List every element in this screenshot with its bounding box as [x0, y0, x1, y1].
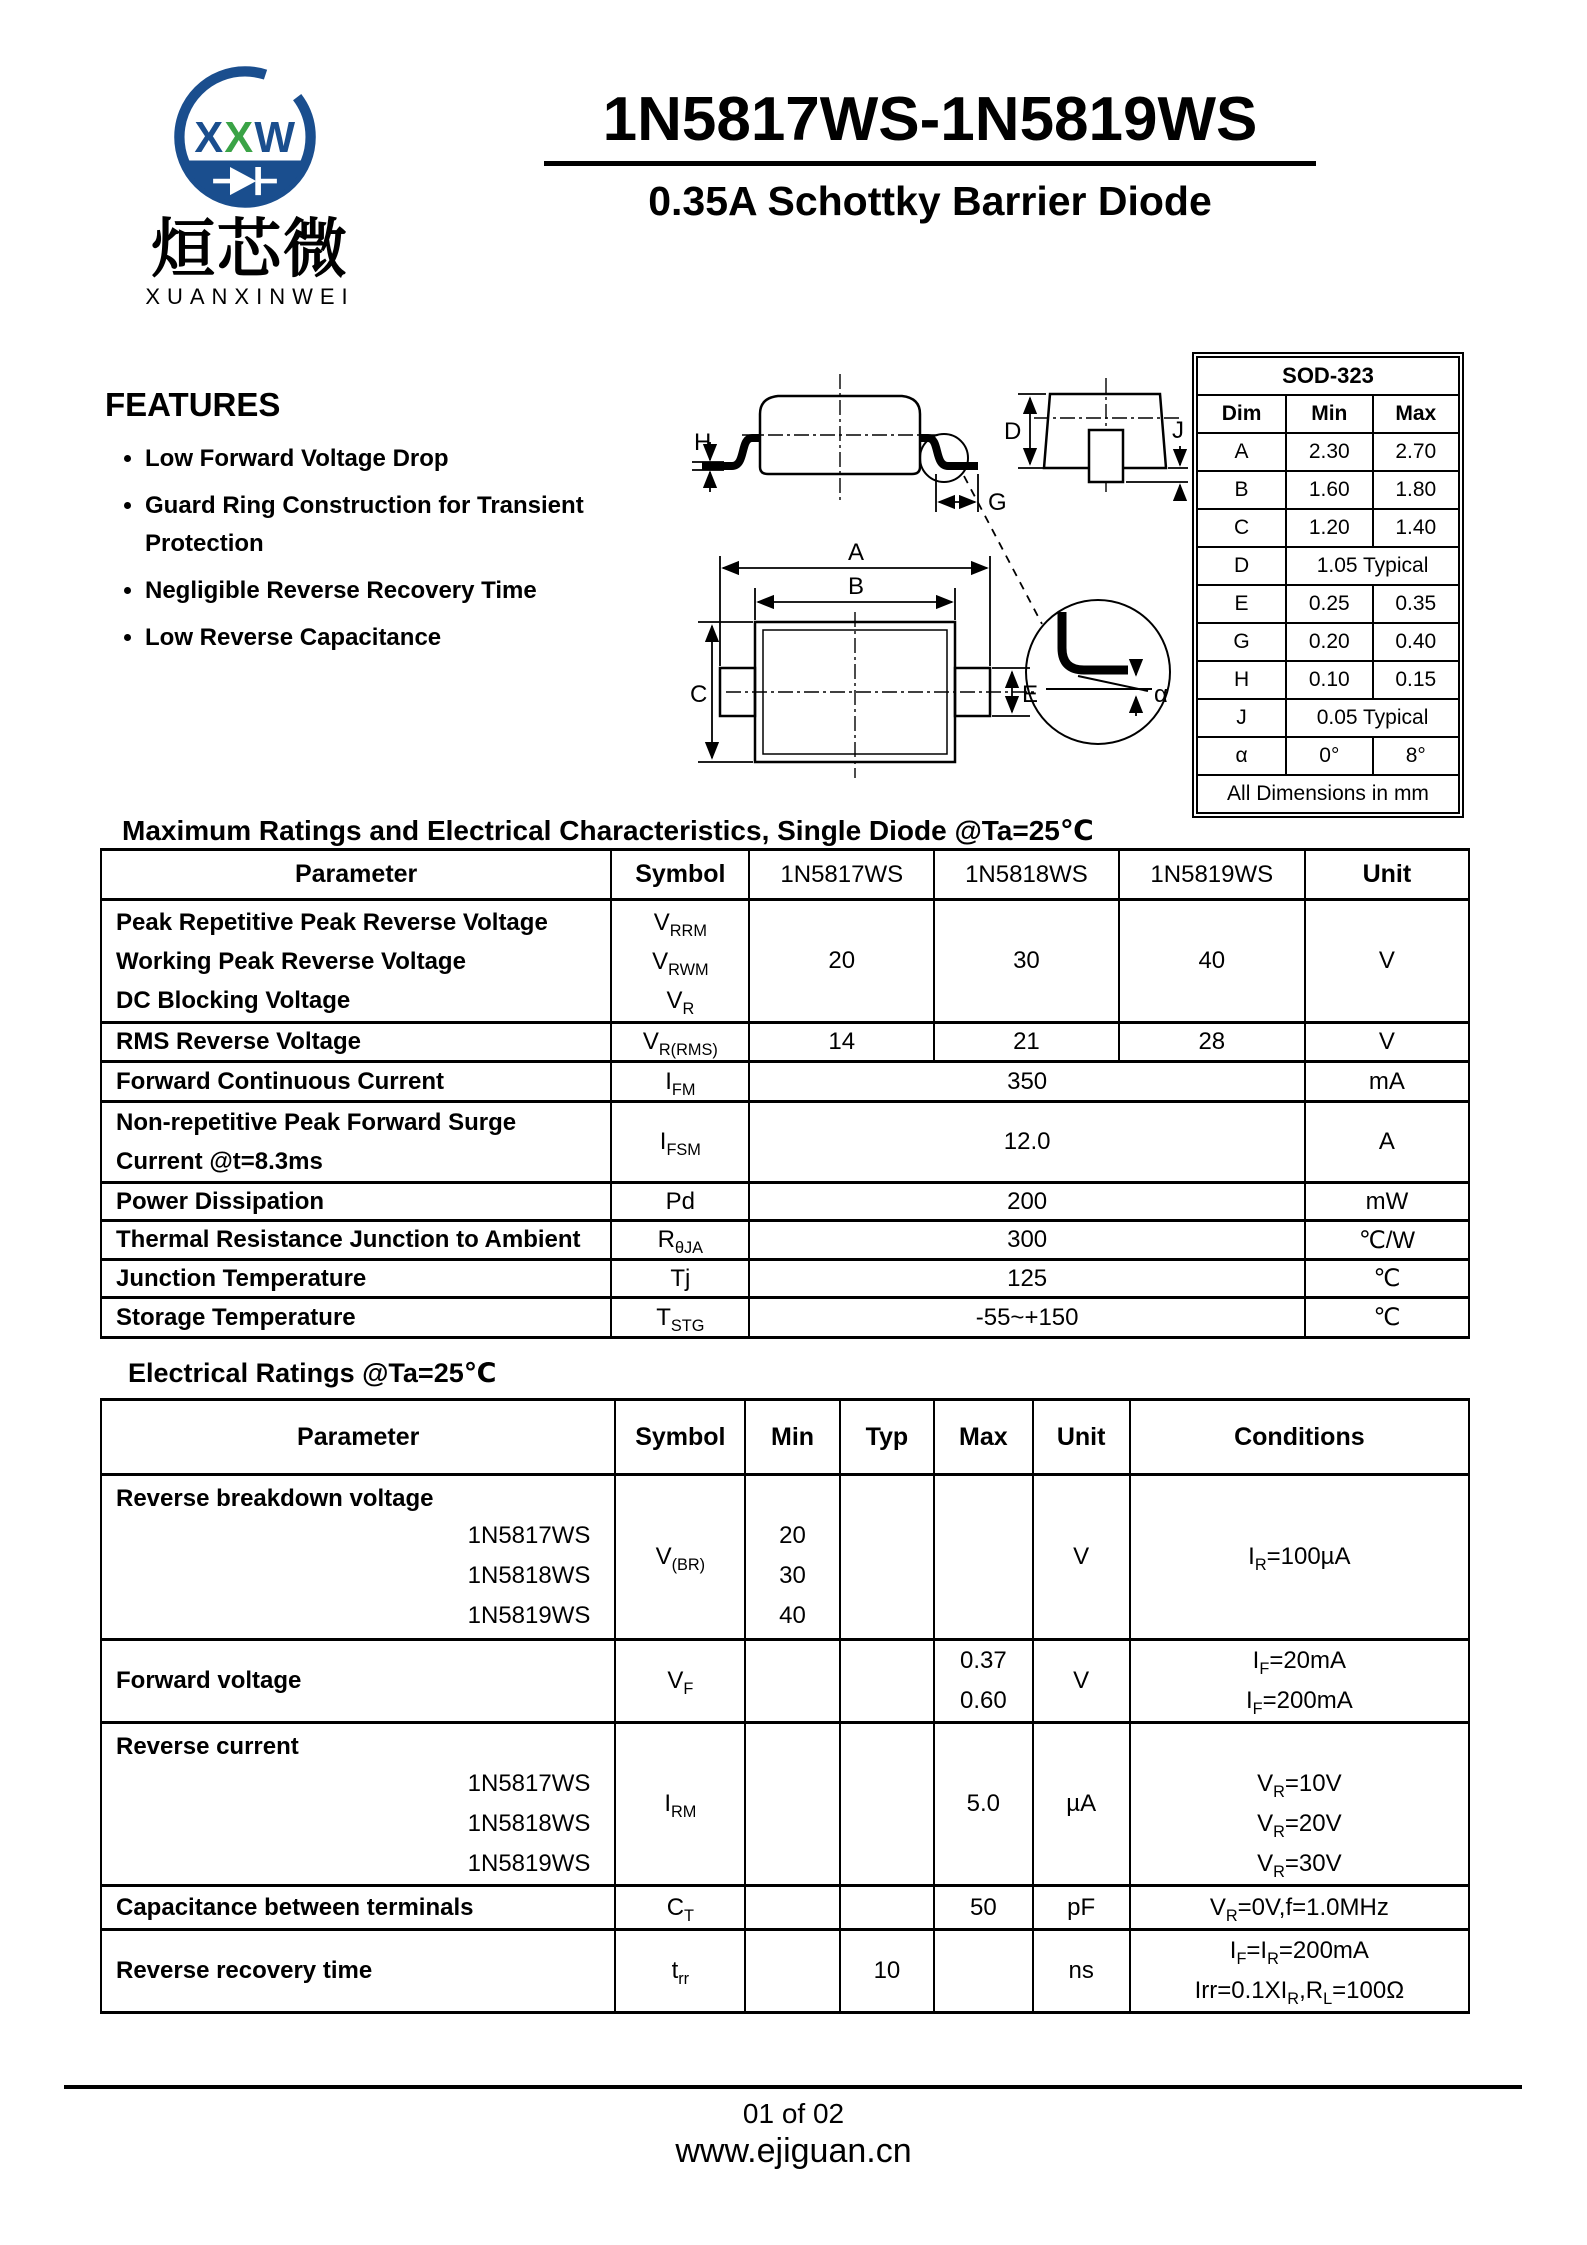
value-cell: 14 — [749, 1023, 934, 1062]
dim-cell: H — [1197, 661, 1286, 699]
unit-cell: ℃ — [1305, 1260, 1469, 1298]
symbol-line: $V_{RRM}$ — [653, 908, 707, 940]
condition-line: $I_F=I_R=200mA$ — [1229, 1937, 1369, 1968]
typical-cell: 0.05 Typical — [1286, 699, 1459, 737]
page-title: 1N5817WS-1N5819WS — [602, 85, 1258, 154]
features-section — [105, 386, 584, 666]
dim-table-title-row — [1197, 357, 1459, 395]
dim-label-H: H — [694, 429, 712, 456]
condition-line: $Irr=0.1XI_R,R_L=100\Omega$ — [1194, 1977, 1405, 2008]
max-cell: 1.40 — [1373, 509, 1459, 547]
typ-cell — [840, 1723, 934, 1886]
table-row — [101, 1886, 1469, 1930]
parameter-line: DC Blocking Voltage — [116, 986, 351, 1014]
unit-cell: ℃/W — [1305, 1221, 1469, 1260]
col-header-max: Max — [934, 1400, 1032, 1475]
symbol-cell: $V_{(BR)}$ — [615, 1475, 745, 1640]
symbol-cell: Tj — [611, 1260, 749, 1298]
value-cell: 125 — [749, 1260, 1304, 1298]
symbol-cell: $T_{STG}$ — [611, 1298, 749, 1338]
symbol-cell: $I_{FM}$ — [611, 1062, 749, 1102]
lead-detail-view — [964, 476, 1170, 744]
col-header-parameter: Parameter — [101, 1400, 615, 1475]
value-cell: 30 — [934, 900, 1119, 1023]
symbol-cell: $R_{\theta JA}$ — [611, 1221, 749, 1260]
dim-row — [1197, 585, 1459, 623]
spacer — [746, 1476, 838, 1516]
max-ratings-header-row — [101, 850, 1469, 900]
table-row — [101, 1475, 1469, 1640]
table-row — [101, 1723, 1469, 1886]
parameter-name: Reverse breakdown voltage — [116, 1485, 434, 1512]
end-view-lead-tab — [1089, 430, 1123, 482]
max-ratings-table — [100, 848, 1470, 1339]
parameter-cell — [101, 1102, 611, 1183]
dim-table-note-row — [1197, 775, 1459, 813]
parameter-name: Reverse current — [116, 1733, 299, 1760]
dim-cell: C — [1197, 509, 1286, 547]
lead-detail-callout-circle — [920, 434, 968, 482]
logo-letter-x1: X — [194, 114, 224, 162]
unit-cell: V — [1305, 900, 1469, 1023]
parameter-cell: Storage Temperature — [101, 1298, 611, 1338]
dim-label-B: B — [848, 573, 865, 600]
electrical-ratings-table — [100, 1398, 1470, 2014]
unit-cell: ns — [1033, 1930, 1130, 2013]
min-value: 20 — [779, 1522, 806, 1549]
dim-label-C: C — [690, 681, 708, 708]
package-outline-diagram — [690, 372, 1190, 792]
col-header-unit: Unit — [1033, 1400, 1130, 1475]
max-cell: 5.0 — [934, 1723, 1032, 1886]
dim-label-G: G — [988, 489, 1007, 516]
min-cell: 0° — [1286, 737, 1372, 775]
dim-table-header-row — [1197, 395, 1459, 433]
max-ratings-heading: Maximum Ratings and Electrical Characteristics, Single Diode @Ta=25℃ — [122, 815, 1094, 846]
unit-cell: mA — [1305, 1062, 1469, 1102]
conditions-cell — [1130, 1640, 1469, 1723]
features-heading: FEATURES — [105, 386, 281, 423]
model-name: 1N5818WS — [467, 1562, 591, 1589]
min-cell — [745, 1723, 839, 1886]
max-cell — [934, 1930, 1032, 2013]
value-cell: 300 — [749, 1221, 1304, 1260]
value-cell: 350 — [749, 1062, 1304, 1102]
condition-line: $I_F=20mA$ — [1252, 1647, 1347, 1678]
dim-label-A: A — [848, 539, 865, 566]
dim-label-J: J — [1172, 417, 1184, 444]
title-block — [400, 84, 1460, 225]
model-name: 1N5817WS — [467, 1522, 591, 1549]
max-value: 0.37 — [959, 1647, 1007, 1674]
max-cell: 8° — [1373, 737, 1459, 775]
parameter-cell: Junction Temperature — [101, 1260, 611, 1298]
electrical-ratings-heading: Electrical Ratings @Ta=25℃ — [128, 1358, 497, 1388]
col-header-conditions: Conditions — [1130, 1400, 1469, 1475]
symbol-cell: $C_T$ — [615, 1886, 745, 1930]
parameter-line: Current @t=8.3ms — [116, 1148, 323, 1175]
col-header-symbol: Symbol — [615, 1400, 745, 1475]
spacer — [1131, 1724, 1468, 1764]
value-cell: 20 — [749, 900, 934, 1023]
dim-label-alpha: α — [1154, 681, 1168, 708]
unit-cell: V — [1033, 1475, 1130, 1640]
dim-row — [1197, 547, 1459, 585]
min-cell — [745, 1930, 839, 2013]
dimensions-note: All Dimensions in mm — [1197, 775, 1459, 813]
value-cell: 28 — [1119, 1023, 1305, 1062]
parameter-cell — [101, 1723, 615, 1886]
dimension-table-wrapper — [1192, 352, 1464, 818]
max-cell: 2.70 — [1373, 433, 1459, 471]
table-row — [101, 1062, 1469, 1102]
col-header-dim: Dim — [1197, 395, 1286, 433]
logo-letter-x2: X — [224, 114, 254, 162]
parameter-cell — [101, 900, 611, 1023]
symbol-cell: Pd — [611, 1183, 749, 1221]
col-header-symbol: Symbol — [611, 850, 749, 900]
dim-label-E: E — [1022, 681, 1039, 708]
max-cell: 0.15 — [1373, 661, 1459, 699]
parameter-cell: Forward Continuous Current — [101, 1062, 611, 1102]
parameter-cell: Forward voltage — [101, 1640, 615, 1723]
min-cell: 0.10 — [1286, 661, 1372, 699]
table-row — [101, 1298, 1469, 1338]
package-name: SOD-323 — [1197, 357, 1459, 395]
col-header-unit: Unit — [1305, 850, 1469, 900]
logo-letter-w: W — [254, 114, 296, 162]
value-cell: 40 — [1119, 900, 1305, 1023]
unit-cell: pF — [1033, 1886, 1130, 1930]
min-cell: 0.25 — [1286, 585, 1372, 623]
condition-line: $V_R=20V$ — [1257, 1810, 1342, 1841]
parameter-cell: Thermal Resistance Junction to Ambient — [101, 1221, 611, 1260]
dimension-table — [1196, 356, 1460, 814]
min-value: 40 — [779, 1602, 806, 1629]
dim-cell: α — [1197, 737, 1286, 775]
dim-cell: B — [1197, 471, 1286, 509]
footer-divider — [64, 2085, 1522, 2089]
parameter-cell: Capacitance between terminals — [101, 1886, 615, 1930]
parameter-cell — [101, 1475, 615, 1640]
conditions-cell: $I_R=100\mu A$ — [1130, 1475, 1469, 1640]
condition-line: $V_R=10V$ — [1257, 1770, 1342, 1801]
value-cell: -55~+150 — [749, 1298, 1304, 1338]
condition-line: $V_R=30V$ — [1257, 1850, 1342, 1881]
model-name: 1N5819WS — [467, 1850, 591, 1877]
symbol-cell: $t_{rr}$ — [615, 1930, 745, 2013]
min-cell: 0.20 — [1286, 623, 1372, 661]
dim-cell: D — [1197, 547, 1286, 585]
col-header-max: Max — [1373, 395, 1459, 433]
table-row — [101, 1260, 1469, 1298]
unit-cell: mW — [1305, 1183, 1469, 1221]
condition-line: $I_F=200mA$ — [1246, 1687, 1353, 1718]
parameter-line: Peak Repetitive Peak Reverse Voltage — [116, 908, 548, 936]
col-header-1n5818ws: 1N5818WS — [934, 850, 1119, 900]
value-cell: 12.0 — [749, 1102, 1304, 1183]
symbol-cell: $V_F$ — [615, 1640, 745, 1723]
unit-cell: V — [1305, 1023, 1469, 1062]
model-name: 1N5819WS — [467, 1602, 591, 1629]
parameter-line: Working Peak Reverse Voltage — [116, 947, 466, 975]
parameter-cell: Reverse recovery time — [101, 1930, 615, 2013]
min-value: 30 — [779, 1562, 806, 1589]
dim-row — [1197, 623, 1459, 661]
min-cell — [745, 1886, 839, 1930]
right-lead — [920, 438, 978, 466]
feature-item: • Low Reverse Capacitance — [145, 619, 585, 657]
min-cell: 1.20 — [1286, 509, 1372, 547]
col-header-typ: Typ — [840, 1400, 934, 1475]
dim-label-D: D — [1004, 418, 1022, 445]
dim-row — [1197, 699, 1459, 737]
dim-cell: E — [1197, 585, 1286, 623]
brand-name-chinese: 烜芯微 — [151, 213, 349, 285]
table-row — [101, 1102, 1469, 1183]
website-url: www.ejiguan.cn — [675, 2132, 912, 2170]
brand-name-english: XUANXINWEI — [145, 284, 355, 309]
table-row — [101, 1221, 1469, 1260]
value-cell: 200 — [749, 1183, 1304, 1221]
max-cell: 50 — [934, 1886, 1032, 1930]
max-cell: 0.40 — [1373, 623, 1459, 661]
unit-cell: µA — [1033, 1723, 1130, 1886]
typ-cell — [840, 1475, 934, 1640]
dim-row — [1197, 661, 1459, 699]
feature-item: • Guard Ring Construction for Transient Protection — [145, 487, 585, 563]
symbol-cell — [611, 900, 749, 1023]
dim-row — [1197, 509, 1459, 547]
feature-item: • Low Forward Voltage Drop — [145, 440, 585, 478]
parameter-cell: Power Dissipation — [101, 1183, 611, 1221]
typ-cell — [840, 1640, 934, 1723]
col-header-1n5819ws: 1N5819WS — [1119, 850, 1305, 900]
dim-row — [1197, 433, 1459, 471]
dim-row — [1197, 471, 1459, 509]
max-value: 0.60 — [959, 1687, 1007, 1714]
unit-cell: V — [1033, 1640, 1130, 1723]
dim-cell: G — [1197, 623, 1286, 661]
value-cell: 21 — [934, 1023, 1119, 1062]
table-row — [101, 1930, 1469, 2013]
table-row — [101, 1023, 1469, 1062]
page-number: 01 of 02 — [742, 2098, 845, 2129]
unit-cell: ℃ — [1305, 1298, 1469, 1338]
col-header-min: Min — [745, 1400, 839, 1475]
feature-item: • Negligible Reverse Recovery Time — [145, 572, 585, 610]
page-subtitle: 0.35A Schottky Barrier Diode — [648, 178, 1212, 224]
symbol-cell: $V_{R(RMS)}$ — [611, 1023, 749, 1062]
dim-row — [1197, 737, 1459, 775]
symbol-cell: $I_{RM}$ — [615, 1723, 745, 1886]
title-underline — [544, 161, 1316, 166]
table-row — [101, 1183, 1469, 1221]
symbol-line: $V_{RWM}$ — [652, 947, 709, 979]
table-row — [101, 900, 1469, 1023]
typical-cell: 1.05 Typical — [1286, 547, 1459, 585]
max-cell: 1.80 — [1373, 471, 1459, 509]
max-cell — [934, 1475, 1032, 1640]
parameter-cell: RMS Reverse Voltage — [101, 1023, 611, 1062]
model-name: 1N5818WS — [467, 1810, 591, 1837]
conditions-cell — [1130, 1723, 1469, 1886]
conditions-cell — [1130, 1930, 1469, 2013]
col-header-parameter: Parameter — [101, 850, 611, 900]
max-cell: 0.35 — [1373, 585, 1459, 623]
dim-cell: A — [1197, 433, 1286, 471]
features-list — [105, 440, 585, 657]
parameter-line: Non-repetitive Peak Forward Surge — [116, 1109, 517, 1136]
symbol-cell: $I_{FSM}$ — [611, 1102, 749, 1183]
conditions-cell: $V_R=0V,f=1.0MHz$ — [1130, 1886, 1469, 1930]
company-logo-icon — [170, 62, 320, 212]
table-row — [101, 1640, 1469, 1723]
end-view — [1044, 394, 1166, 482]
model-name: 1N5817WS — [467, 1770, 591, 1797]
electrical-header-row — [101, 1400, 1469, 1475]
typ-cell — [840, 1886, 934, 1930]
col-header-1n5817ws: 1N5817WS — [749, 850, 934, 900]
min-cell — [745, 1475, 839, 1640]
unit-cell: A — [1305, 1102, 1469, 1183]
min-cell — [745, 1640, 839, 1723]
symbol-line: $V_R$ — [666, 986, 695, 1018]
min-cell: 2.30 — [1286, 433, 1372, 471]
min-cell: 1.60 — [1286, 471, 1372, 509]
max-cell — [934, 1640, 1032, 1723]
typ-cell: 10 — [840, 1930, 934, 2013]
col-header-min: Min — [1286, 395, 1372, 433]
dim-cell: J — [1197, 699, 1286, 737]
